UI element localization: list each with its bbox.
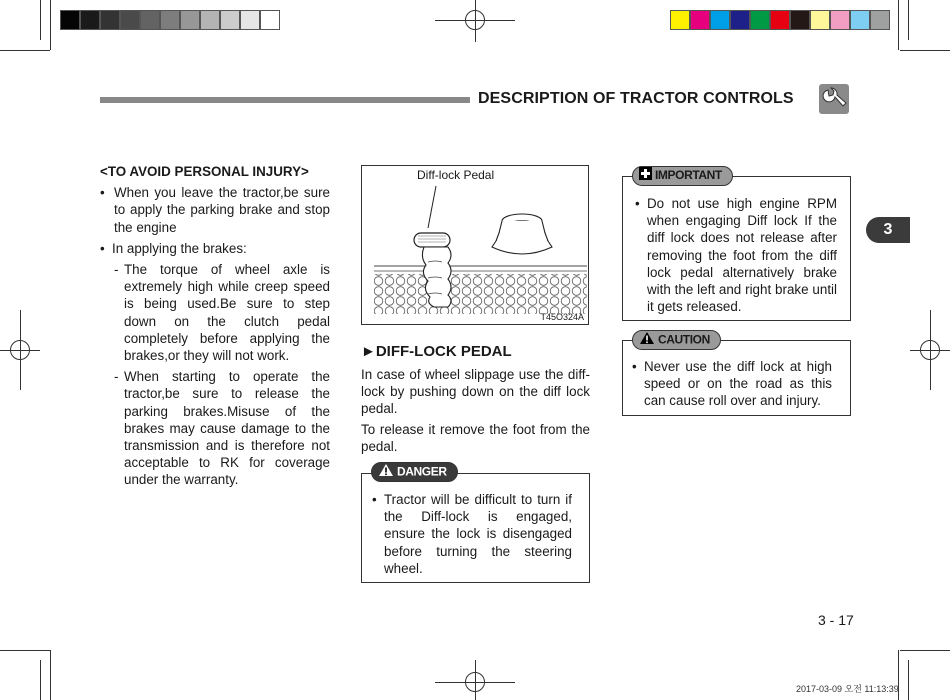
diff-lock-figure bbox=[361, 165, 589, 325]
list-item: • In applying the brakes: bbox=[100, 240, 247, 256]
color-swatch bbox=[790, 10, 810, 30]
bullet-icon: • bbox=[100, 240, 105, 256]
color-swatch bbox=[710, 10, 730, 30]
warning-triangle-icon bbox=[639, 331, 655, 350]
diff-lock-description: In case of wheel slippage use the diff-lock by pushing down on the diff lock pedal. bbox=[361, 367, 590, 417]
danger-text: • Tractor will be difficult to turn if the Diff-lock is engaged, ensure the lock is disengaged before turning the steering wheel. bbox=[372, 492, 572, 576]
color-swatch bbox=[730, 10, 750, 30]
color-swatch bbox=[770, 10, 790, 30]
bullet-icon: • bbox=[100, 185, 105, 201]
print-timestamp: 2017-03-09 오전 11:13:39 bbox=[796, 684, 899, 694]
caution-text: • Never use the diff lock at high speed or on the road as this can cause roll over and injury. bbox=[632, 359, 832, 409]
caution-badge: CAUTION bbox=[632, 330, 721, 350]
color-swatch bbox=[830, 10, 850, 30]
color-swatch bbox=[60, 10, 80, 30]
page-title: DESCRIPTION OF TRACTOR CONTROLS bbox=[478, 90, 794, 107]
color-swatch bbox=[180, 10, 200, 30]
color-swatch bbox=[810, 10, 830, 30]
important-text: • Do not use high engine RPM when engaging Diff lock If the diff lock does not release after removing the foot from the diff lock pedal alternatively brake with the left and right brake until it gets released. bbox=[635, 196, 837, 315]
diff-lock-pedal-illustration bbox=[362, 166, 587, 323]
danger-badge: DANGER bbox=[371, 462, 458, 482]
color-swatch bbox=[750, 10, 770, 30]
color-swatch bbox=[80, 10, 100, 30]
list-item: • When you leave the tractor,be sure to apply the parking brake and stop the engine bbox=[100, 185, 330, 235]
color-swatch bbox=[240, 10, 260, 30]
color-swatch bbox=[670, 10, 690, 30]
list-item: - When starting to operate the tractor,be sure to release the parking brakes.Misuse of the brakes may cause damage to the transmission and is therefore not acceptable to RK for coverage under the warranty. bbox=[114, 369, 330, 488]
page-number: 3 - 17 bbox=[818, 612, 854, 628]
list-item: - The torque of wheel axle is extremely high while creep speed is being used.Be sure to step down on the clutch pedal completely before applying the brakes,or they will not work. bbox=[114, 262, 330, 364]
color-swatch bbox=[220, 10, 240, 30]
diff-lock-release: To release it remove the foot from the pedal. bbox=[361, 422, 590, 455]
figure-label: Diff-lock Pedal bbox=[417, 168, 495, 182]
color-swatch bbox=[200, 10, 220, 30]
figure-code: T45O324A bbox=[540, 312, 584, 322]
warning-triangle-icon bbox=[378, 463, 394, 482]
color-swatch bbox=[100, 10, 120, 30]
chapter-tab: 3 bbox=[866, 217, 910, 243]
injury-heading: <TO AVOID PERSONAL INJURY> bbox=[100, 164, 309, 179]
color-swatch bbox=[120, 10, 140, 30]
plus-square-icon bbox=[639, 167, 652, 185]
color-swatch bbox=[160, 10, 180, 30]
bullet-icon: • bbox=[372, 492, 377, 507]
section-title: ►DIFF-LOCK PEDAL bbox=[361, 343, 512, 360]
bullet-icon: • bbox=[632, 359, 637, 374]
left-column bbox=[100, 163, 330, 493]
color-swatch bbox=[850, 10, 870, 30]
header-rule bbox=[100, 97, 470, 103]
color-swatch bbox=[260, 10, 280, 30]
color-swatch bbox=[690, 10, 710, 30]
wrench-icon bbox=[819, 84, 849, 114]
bullet-icon: • bbox=[635, 196, 640, 211]
important-badge: IMPORTANT bbox=[632, 166, 733, 186]
color-swatch bbox=[140, 10, 160, 30]
color-swatch bbox=[870, 10, 890, 30]
